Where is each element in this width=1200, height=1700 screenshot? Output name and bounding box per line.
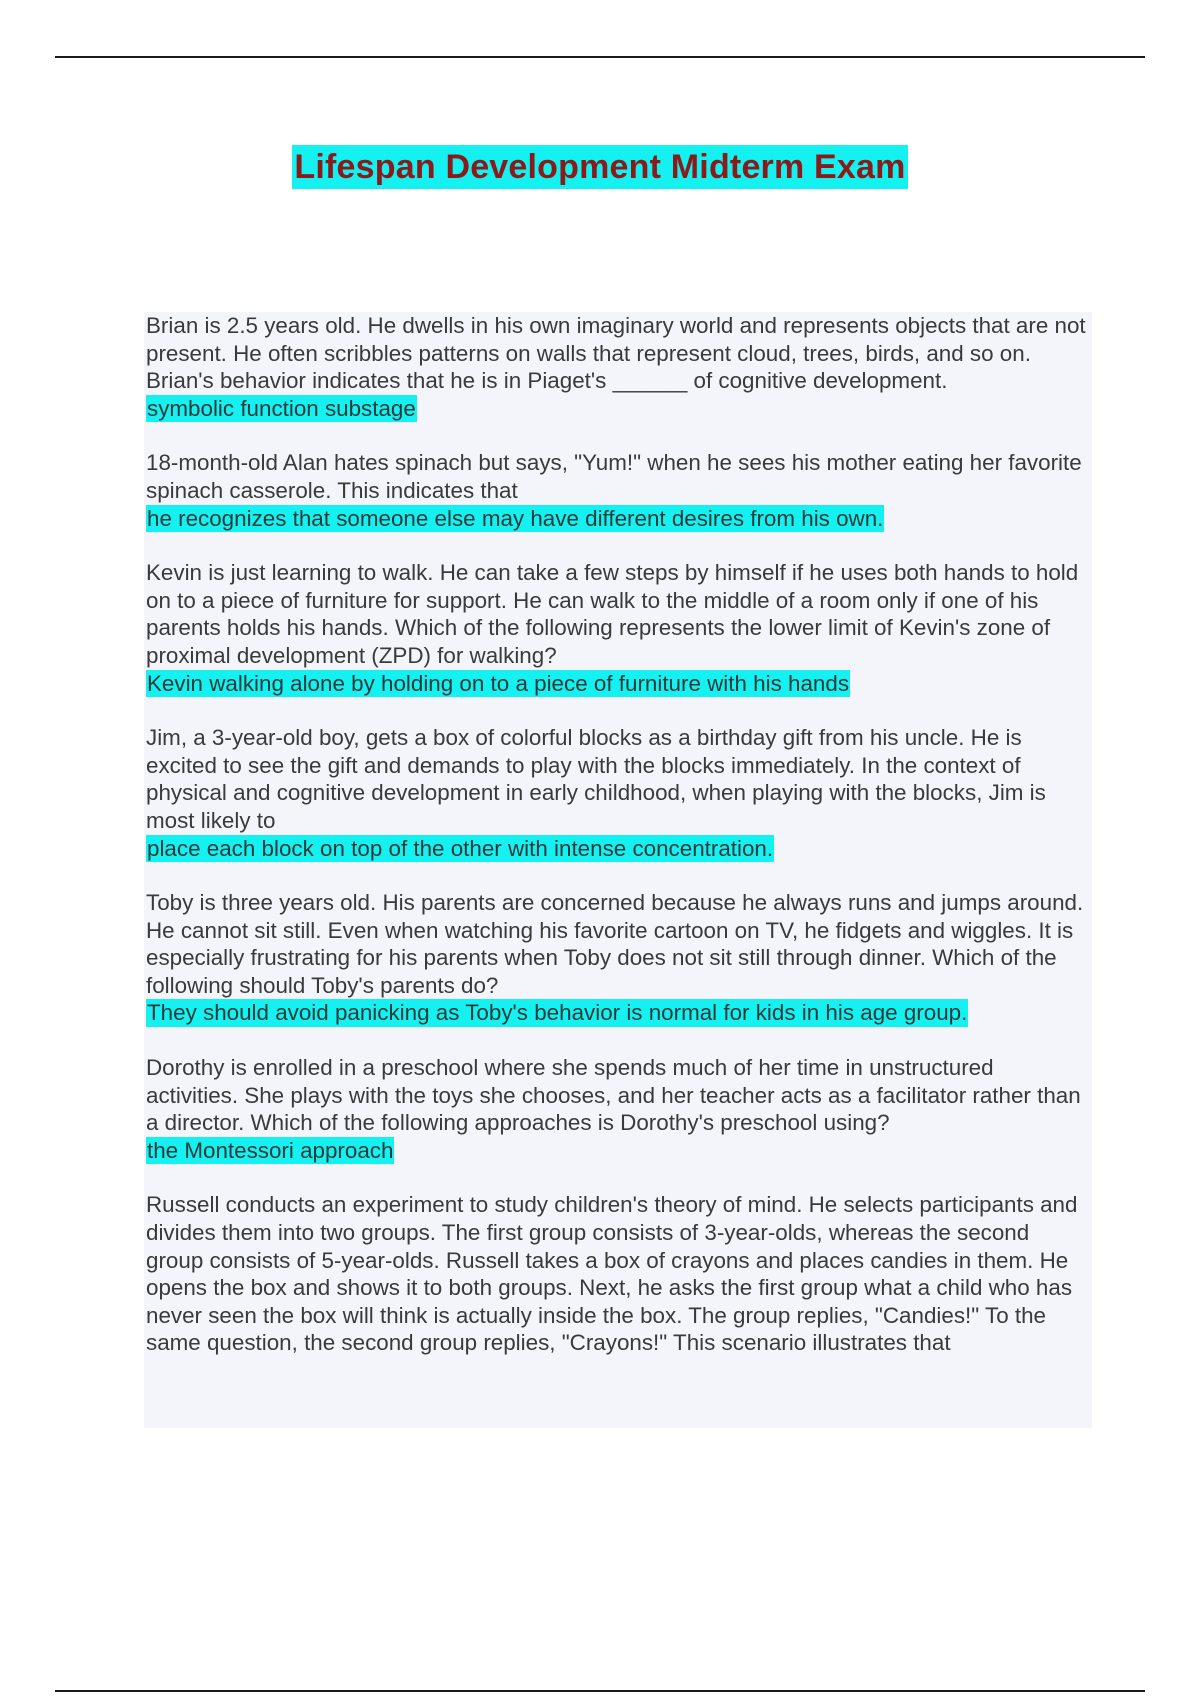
question-text: Dorothy is enrolled in a preschool where she spends much of her time in unstructured activities. She plays with the toys she chooses, and her teacher acts as a facilitator rather than a director. Which of the following approaches is Dorothy's preschool using? [146,1055,1081,1136]
question-text: Toby is three years old. His parents are concerned because he always runs and jumps around. He cannot sit still. Even when watching his favorite cartoon on TV, he fidgets and wiggles. It is especially frustrating for his parents when Toby does not sit still through dinner. Which of the following should Toby's parents do? [146,890,1084,998]
answer-highlight: the Montessori approach [147,1137,394,1163]
question-block [146,312,1090,422]
question-text: Russell conducts an experiment to study children's theory of mind. He selects participants and divides them into two groups. The first group consists of 3-year-olds, whereas the second group consists of 5-year-olds. Russell takes a box of crayons and places candies in them. He opens the box and shows it to both groups. Next, he asks the first group what a child who has never seen the box will think is actually inside the box. The group replies, "Candies!" To the same question, the second group replies, "Crayons!" This scenario illustrates that [146,1192,1078,1356]
answer-highlight: he recognizes that someone else may have different desires from his own. [147,505,884,531]
title-container [0,145,1200,189]
question-block [146,449,1090,532]
question-block [146,1191,1090,1357]
document-title: Lifespan Development Midterm Exam [292,145,907,189]
answer-highlight: They should avoid panicking as Toby's behavior is normal for kids in his age group. [147,1000,968,1026]
question-text: Kevin is just learning to walk. He can take a few steps by himself if he uses both hands to hold on to a piece of furniture for support. He can walk to the middle of a room only if one of his parents holds his hands. Which of the following represents the lower limit of Kevin's zone of proximal development (ZPD) for walking? [146,560,1079,668]
answer-highlight: Kevin walking alone by holding on to a piece of furniture with his hands [147,670,850,696]
question-block [146,889,1090,1027]
answer-highlight: place each block on top of the other with intense concentration. [147,835,774,861]
answer-highlight: symbolic function substage [147,395,416,421]
question-text: Brian is 2.5 years old. He dwells in his own imaginary world and represents objects that are not present. He often scribbles patterns on walls that represent cloud, trees, birds, and so on. Brian's behavior indicates that he is in Piaget's ______ of cognitive development. [146,313,1086,394]
question-block [146,559,1090,697]
exam-content [144,312,1092,1428]
footer-rule [55,1690,1145,1692]
question-block [146,1054,1090,1164]
question-text: Jim, a 3-year-old boy, gets a box of colorful blocks as a birthday gift from his uncle. He is excited to see the gift and demands to play with the blocks immediately. In the context of physical and cognitive development in early childhood, when playing with the blocks, Jim is most likely to [146,725,1046,833]
question-text: 18-month-old Alan hates spinach but says, "Yum!" when he sees his mother eating her favorite spinach casserole. This indicates that [146,450,1082,503]
question-block [146,724,1090,862]
header-rule [55,56,1145,58]
